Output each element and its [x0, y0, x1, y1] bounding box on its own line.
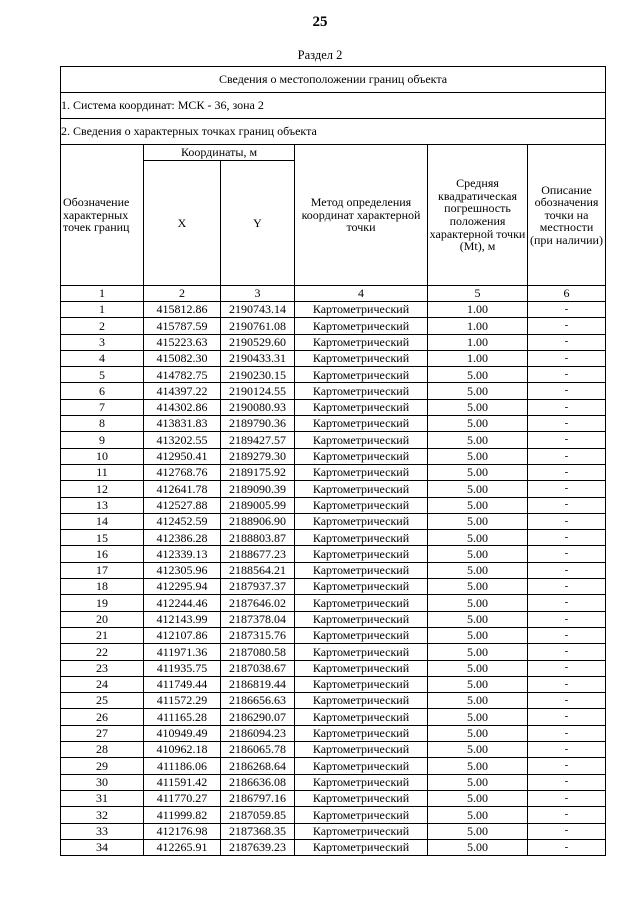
coord-y: 2187639.23 — [221, 839, 295, 855]
method: Картометрический — [295, 644, 428, 660]
mean-error: 5.00 — [428, 367, 528, 383]
description: - — [528, 725, 606, 741]
method: Картометрический — [295, 302, 428, 318]
coord-y: 2190433.31 — [221, 350, 295, 366]
mean-error: 5.00 — [428, 693, 528, 709]
coord-y: 2189090.39 — [221, 481, 295, 497]
mean-error: 5.00 — [428, 709, 528, 725]
coord-x: 413831.83 — [144, 416, 221, 432]
coord-y: 2189279.30 — [221, 448, 295, 464]
table-row — [61, 693, 606, 709]
table-row — [61, 367, 606, 383]
point-number: 7 — [61, 399, 144, 415]
coord-x: 412527.88 — [144, 497, 221, 513]
table-row — [61, 676, 606, 692]
table-row — [61, 399, 606, 415]
point-number: 27 — [61, 725, 144, 741]
point-number: 29 — [61, 758, 144, 774]
method: Картометрический — [295, 464, 428, 480]
coord-x: 414302.86 — [144, 399, 221, 415]
table-row — [61, 497, 606, 513]
column-number: 2 — [144, 286, 221, 302]
point-number: 23 — [61, 660, 144, 676]
description: - — [528, 350, 606, 366]
description: - — [528, 416, 606, 432]
description: - — [528, 562, 606, 578]
coord-x: 410962.18 — [144, 742, 221, 758]
description: - — [528, 448, 606, 464]
point-number: 30 — [61, 774, 144, 790]
mean-error: 5.00 — [428, 839, 528, 855]
coord-y: 2187937.37 — [221, 579, 295, 595]
description: - — [528, 693, 606, 709]
mean-error: 5.00 — [428, 644, 528, 660]
table-row — [61, 807, 606, 823]
table-row — [61, 464, 606, 480]
point-number: 1 — [61, 302, 144, 318]
coord-x: 411749.44 — [144, 676, 221, 692]
mean-error: 5.00 — [428, 676, 528, 692]
method: Картометрический — [295, 497, 428, 513]
method: Картометрический — [295, 758, 428, 774]
coord-y: 2187378.04 — [221, 611, 295, 627]
mean-error: 5.00 — [428, 481, 528, 497]
method: Картометрический — [295, 448, 428, 464]
point-number: 31 — [61, 790, 144, 806]
section-label: Раздел 2 — [297, 48, 343, 62]
point-number: 10 — [61, 448, 144, 464]
coord-x: 415787.59 — [144, 318, 221, 334]
mean-error: 5.00 — [428, 513, 528, 529]
coord-x: 414782.75 — [144, 367, 221, 383]
mean-error: 5.00 — [428, 627, 528, 643]
table-row — [61, 302, 606, 318]
method: Картометрический — [295, 579, 428, 595]
header-error: Средняя квадратическая погрешность положения характерной точки (Mt), м — [428, 145, 528, 286]
table-row — [61, 562, 606, 578]
coord-y: 2187646.02 — [221, 595, 295, 611]
coord-y: 2187038.67 — [221, 660, 295, 676]
coord-x: 414397.22 — [144, 383, 221, 399]
table-row — [61, 318, 606, 334]
method: Картометрический — [295, 823, 428, 839]
coord-x: 412950.41 — [144, 448, 221, 464]
mean-error: 5.00 — [428, 383, 528, 399]
description: - — [528, 579, 606, 595]
column-number: 3 — [221, 286, 295, 302]
method: Картометрический — [295, 774, 428, 790]
point-number: 34 — [61, 839, 144, 855]
table-row — [61, 530, 606, 546]
table-row — [61, 579, 606, 595]
mean-error: 5.00 — [428, 758, 528, 774]
point-number: 4 — [61, 350, 144, 366]
mean-error: 5.00 — [428, 497, 528, 513]
point-number: 15 — [61, 530, 144, 546]
table-row — [61, 725, 606, 741]
column-number-row — [61, 286, 606, 302]
mean-error: 5.00 — [428, 611, 528, 627]
coord-x: 412339.13 — [144, 546, 221, 562]
coord-x: 415223.63 — [144, 334, 221, 350]
coord-x: 411165.28 — [144, 709, 221, 725]
coord-x: 412641.78 — [144, 481, 221, 497]
method: Картометрический — [295, 595, 428, 611]
table-row — [61, 644, 606, 660]
table-row — [61, 513, 606, 529]
coord-y: 2186094.23 — [221, 725, 295, 741]
mean-error: 5.00 — [428, 579, 528, 595]
coord-x: 412265.91 — [144, 839, 221, 855]
coord-x: 410949.49 — [144, 725, 221, 741]
point-number: 18 — [61, 579, 144, 595]
description: - — [528, 481, 606, 497]
method: Картометрический — [295, 367, 428, 383]
point-number: 11 — [61, 464, 144, 480]
mean-error: 1.00 — [428, 350, 528, 366]
method: Картометрический — [295, 334, 428, 350]
description: - — [528, 774, 606, 790]
method: Картометрический — [295, 546, 428, 562]
description: - — [528, 611, 606, 627]
coord-y: 2189427.57 — [221, 432, 295, 448]
coord-y: 2187315.76 — [221, 627, 295, 643]
point-number: 14 — [61, 513, 144, 529]
coord-x: 411935.75 — [144, 660, 221, 676]
description: - — [528, 302, 606, 318]
method: Картометрический — [295, 383, 428, 399]
method: Картометрический — [295, 742, 428, 758]
table-row — [61, 481, 606, 497]
table-row — [61, 416, 606, 432]
method: Картометрический — [295, 725, 428, 741]
point-number: 24 — [61, 676, 144, 692]
method: Картометрический — [295, 399, 428, 415]
coord-y: 2186290.07 — [221, 709, 295, 725]
mean-error: 5.00 — [428, 660, 528, 676]
point-number: 20 — [61, 611, 144, 627]
coord-y: 2190230.15 — [221, 367, 295, 383]
mean-error: 5.00 — [428, 790, 528, 806]
point-number: 25 — [61, 693, 144, 709]
description: - — [528, 513, 606, 529]
method: Картометрический — [295, 318, 428, 334]
description: - — [528, 807, 606, 823]
coord-x: 412107.86 — [144, 627, 221, 643]
table-row — [61, 774, 606, 790]
coord-y: 2190080.93 — [221, 399, 295, 415]
description: - — [528, 367, 606, 383]
method: Картометрический — [295, 562, 428, 578]
table-row — [61, 448, 606, 464]
method: Картометрический — [295, 709, 428, 725]
coord-x: 413202.55 — [144, 432, 221, 448]
coord-x: 411770.27 — [144, 790, 221, 806]
method: Картометрический — [295, 432, 428, 448]
description: - — [528, 742, 606, 758]
method: Картометрический — [295, 481, 428, 497]
description: - — [528, 660, 606, 676]
coord-y: 2190529.60 — [221, 334, 295, 350]
description: - — [528, 383, 606, 399]
table-row — [61, 611, 606, 627]
coord-x: 411572.29 — [144, 693, 221, 709]
point-number: 26 — [61, 709, 144, 725]
point-number: 9 — [61, 432, 144, 448]
point-number: 21 — [61, 627, 144, 643]
coord-y: 2189790.36 — [221, 416, 295, 432]
mean-error: 1.00 — [428, 318, 528, 334]
coord-x: 411971.36 — [144, 644, 221, 660]
method: Картометрический — [295, 513, 428, 529]
coord-x: 411591.42 — [144, 774, 221, 790]
mean-error: 5.00 — [428, 416, 528, 432]
mean-error: 5.00 — [428, 448, 528, 464]
coord-y: 2186819.44 — [221, 676, 295, 692]
description: - — [528, 464, 606, 480]
method: Картометрический — [295, 660, 428, 676]
description: - — [528, 318, 606, 334]
coord-y: 2188803.87 — [221, 530, 295, 546]
description: - — [528, 334, 606, 350]
description: - — [528, 497, 606, 513]
description: - — [528, 595, 606, 611]
mean-error: 5.00 — [428, 725, 528, 741]
mean-error: 5.00 — [428, 742, 528, 758]
point-number: 22 — [61, 644, 144, 660]
coord-x: 411999.82 — [144, 807, 221, 823]
method: Картометрический — [295, 350, 428, 366]
coord-x: 412386.28 — [144, 530, 221, 546]
description: - — [528, 790, 606, 806]
points-heading: 2. Сведения о характерных точках границ объекта — [61, 119, 606, 145]
column-number: 6 — [528, 286, 606, 302]
point-number: 8 — [61, 416, 144, 432]
description: - — [528, 709, 606, 725]
table-row — [61, 660, 606, 676]
method: Картометрический — [295, 627, 428, 643]
mean-error: 5.00 — [428, 562, 528, 578]
method: Картометрический — [295, 693, 428, 709]
point-number: 19 — [61, 595, 144, 611]
coord-x: 412176.98 — [144, 823, 221, 839]
coord-y: 2190761.08 — [221, 318, 295, 334]
header-description: Описание обозначения точки на местности (при наличии) — [528, 145, 606, 286]
point-number: 3 — [61, 334, 144, 350]
method: Картометрический — [295, 611, 428, 627]
coord-y: 2189175.92 — [221, 464, 295, 480]
point-number: 2 — [61, 318, 144, 334]
table-row — [61, 839, 606, 855]
method: Картометрический — [295, 790, 428, 806]
boundary-points-table — [60, 66, 606, 856]
coord-x: 412768.76 — [144, 464, 221, 480]
coord-y: 2186636.08 — [221, 774, 295, 790]
description: - — [528, 399, 606, 415]
method: Картометрический — [295, 530, 428, 546]
mean-error: 5.00 — [428, 774, 528, 790]
coord-y: 2190743.14 — [221, 302, 295, 318]
coord-y: 2188906.90 — [221, 513, 295, 529]
point-number: 6 — [61, 383, 144, 399]
point-number: 5 — [61, 367, 144, 383]
coord-x: 412143.99 — [144, 611, 221, 627]
table-row — [61, 627, 606, 643]
coord-x: 415082.30 — [144, 350, 221, 366]
description: - — [528, 530, 606, 546]
description: - — [528, 758, 606, 774]
header-x: X — [144, 161, 221, 286]
coord-y: 2188564.21 — [221, 562, 295, 578]
header-designation: Обозначение характерных точек границ — [61, 145, 144, 286]
point-number: 12 — [61, 481, 144, 497]
description: - — [528, 644, 606, 660]
coord-y: 2189005.99 — [221, 497, 295, 513]
method: Картометрический — [295, 416, 428, 432]
table-row — [61, 742, 606, 758]
coord-y: 2190124.55 — [221, 383, 295, 399]
coord-y: 2187368.35 — [221, 823, 295, 839]
point-number: 33 — [61, 823, 144, 839]
coord-x: 411186.06 — [144, 758, 221, 774]
description: - — [528, 676, 606, 692]
mean-error: 5.00 — [428, 807, 528, 823]
method: Картометрический — [295, 807, 428, 823]
table-row — [61, 790, 606, 806]
table-row — [61, 595, 606, 611]
mean-error: 5.00 — [428, 530, 528, 546]
table-row — [61, 709, 606, 725]
mean-error: 5.00 — [428, 823, 528, 839]
page-number: 25 — [312, 14, 328, 30]
header-y: Y — [221, 161, 295, 286]
mean-error: 5.00 — [428, 464, 528, 480]
table-row — [61, 334, 606, 350]
mean-error: 1.00 — [428, 302, 528, 318]
column-number: 5 — [428, 286, 528, 302]
column-number: 4 — [295, 286, 428, 302]
mean-error: 5.00 — [428, 399, 528, 415]
coord-x: 412305.96 — [144, 562, 221, 578]
table-row — [61, 823, 606, 839]
mean-error: 5.00 — [428, 595, 528, 611]
description: - — [528, 839, 606, 855]
coord-x: 412244.46 — [144, 595, 221, 611]
table-title: Сведения о местоположении границ объекта — [61, 67, 606, 93]
coordinate-system: 1. Система координат: МСК - 36, зона 2 — [61, 93, 606, 119]
table-row — [61, 432, 606, 448]
coord-y: 2186797.16 — [221, 790, 295, 806]
point-number: 28 — [61, 742, 144, 758]
description: - — [528, 627, 606, 643]
mean-error: 5.00 — [428, 432, 528, 448]
point-number: 16 — [61, 546, 144, 562]
table-row — [61, 758, 606, 774]
column-number: 1 — [61, 286, 144, 302]
coord-y: 2187059.85 — [221, 807, 295, 823]
coord-y: 2186656.63 — [221, 693, 295, 709]
coord-x: 412452.59 — [144, 513, 221, 529]
mean-error: 5.00 — [428, 546, 528, 562]
mean-error: 1.00 — [428, 334, 528, 350]
description: - — [528, 823, 606, 839]
point-number: 13 — [61, 497, 144, 513]
method: Картометрический — [295, 676, 428, 692]
header-coordinates: Координаты, м — [144, 145, 295, 161]
table-row — [61, 350, 606, 366]
coord-x: 415812.86 — [144, 302, 221, 318]
table-row — [61, 383, 606, 399]
description: - — [528, 432, 606, 448]
table-row — [61, 546, 606, 562]
description: - — [528, 546, 606, 562]
coord-y: 2186268.64 — [221, 758, 295, 774]
method: Картометрический — [295, 839, 428, 855]
coord-y: 2186065.78 — [221, 742, 295, 758]
coord-y: 2187080.58 — [221, 644, 295, 660]
header-method: Метод определения координат характерной точки — [295, 145, 428, 286]
coord-x: 412295.94 — [144, 579, 221, 595]
point-number: 17 — [61, 562, 144, 578]
coord-y: 2188677.23 — [221, 546, 295, 562]
point-number: 32 — [61, 807, 144, 823]
